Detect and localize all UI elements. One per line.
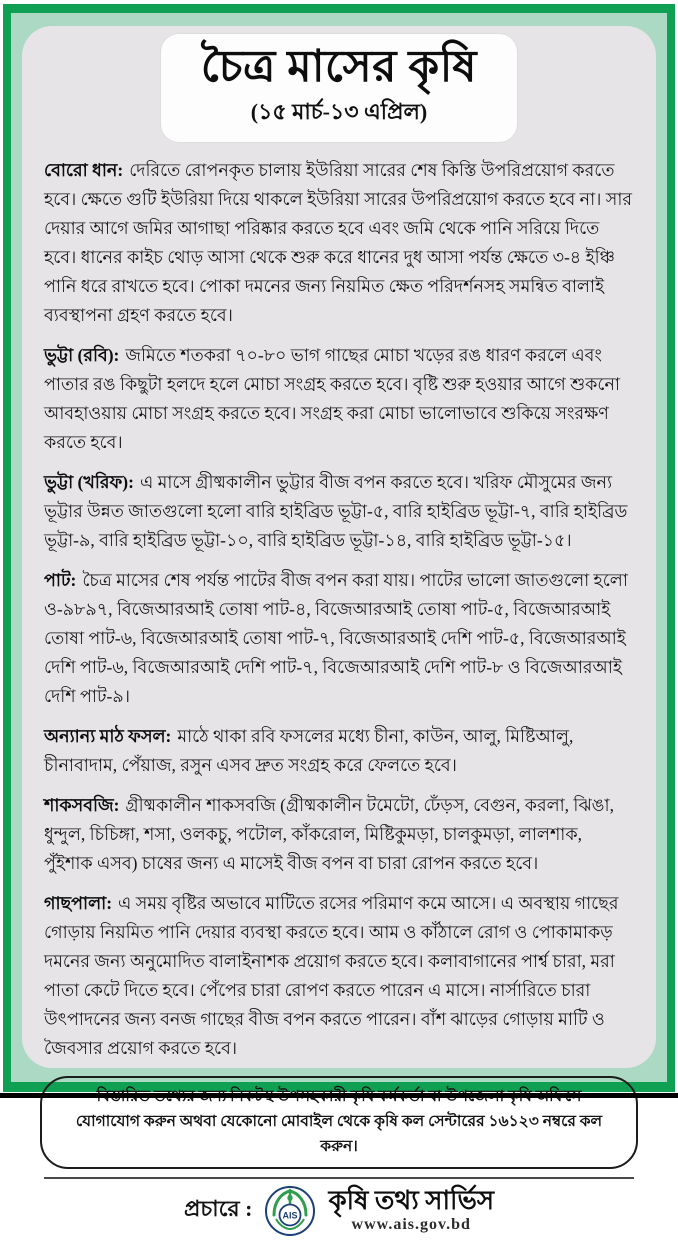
section-heading: অন্যান্য মাঠ ফসল: bbox=[44, 725, 172, 746]
section-body: এ মাসে গ্রীষ্মকালীন ভুট্টার বীজ বপন করতে হবে। খরিফ মৌসুমের জন্য ভূট্টার উন্নত জাতগুলো হলো বারি হাইব্রিড ভূট্টা-৫, বারি হাইব্রিড ভূট্টা-৭, বারি হাইব্রিড ভূট্টা-৯, বারি হাইব্রিড ভূট্টা-১০, বারি হাইব্রিড ভূট্টা-১৪, বারি হাইব্রিড ভূট্টা-১৫। bbox=[44, 471, 628, 550]
footer-divider bbox=[44, 1177, 634, 1179]
advisory-sections bbox=[38, 156, 640, 1074]
section-body: এ সময় বৃষ্টির অভাবে মাটিতে রসের পরিমাণ কমে আসে। এ অবস্থায় গাছের গোড়ায় নিয়মিত পানি দেয়ার ব্যবস্থা করতে হবে। আম ও কাঁঠালে রোগ ও পোকামাকড় দমনের জন্য অনুমোদিত বালাইনাশক প্রয়োগ করতে হবে। কলাবাগানের পার্শ্ব চারা, মরা পাতা কেটে দিতে হবে। পেঁপের চারা রোপণ করতে পারেন এ মাসে। নার্সারিতে চারা উৎপাদনের জন্য বনজ গাছের বীজ বপন করতে পারেন। বাঁশ ঝাড়ের গোড়ায় মাটি ও জৈবসার প্রয়োগ করতে হবে। bbox=[44, 892, 619, 1058]
page-title: চৈত্র মাসের কৃষি bbox=[200, 42, 478, 91]
contact-notice-box bbox=[40, 1076, 638, 1169]
section-body: জমিতে শতকরা ৭০-৮০ ভাগ গাছের মোচা খড়ের রঙ ধারণ করলে এবং পাতার রঙ কিছুটা হলদে হলে মোচা সংগ্রহ করতে হবে। বৃষ্টি শুরু হওয়ার আগে শুকনো আবহাওয়ায় মোচা সংগ্রহ করতে হবে। সংগ্রহ করা মোচা ভালোভাবে শুকিয়ে সংরক্ষণ করতে হবে। bbox=[44, 344, 620, 452]
org-website: www.ais.gov.bd bbox=[351, 1216, 471, 1234]
section-heading: শাকসবজি: bbox=[44, 794, 120, 815]
mint-band bbox=[11, 13, 667, 1234]
title-box bbox=[161, 34, 517, 142]
bottom-black-strip bbox=[0, 1093, 678, 1098]
ais-logo-text: AIS bbox=[282, 1210, 298, 1221]
section-other-field-crops bbox=[44, 722, 634, 780]
footer bbox=[38, 1185, 640, 1241]
section-boro-rice bbox=[44, 156, 634, 330]
section-body: দেরিতে রোপনকৃত চালায় ইউরিয়া সারের শেষ কিস্তি উপরিপ্রয়োগ করতে হবে। ক্ষেতে গুটি ইউরিয়া দিয়ে থাকলে ইউরিয়া সারের উপরিপ্রয়োগ করতে হবে না। সার দেয়ার আগে জমির আগাছা পরিষ্কার করতে হবে এবং জমি থেকে পানি সরিয়ে দিতে হবে। ধানের কাইচ থোড় আসা থেকে শুরু করে ধানের দুধ আসা পর্যন্ত ক্ষেতে ৩-৪ ইঞ্চি পানি ধরে রাখতে হবে। পোকা দমনের জন্য নিয়মিত ক্ষেত পরিদর্শনসহ সমন্বিত বালাই ব্যবস্থাপনা গ্রহণ করতে হবে। bbox=[44, 159, 633, 325]
section-jute bbox=[44, 566, 634, 711]
green-frame bbox=[3, 4, 675, 1234]
section-heading: ভুট্টা (খরিফ): bbox=[44, 471, 134, 492]
section-body: গ্রীষ্মকালীন শাকসবজি (গ্রীষ্মকালীন টমেটো, ঢেঁড়স, বেগুন, করলা, ঝিঙা, ধুন্দুল, চিচিঙ্গা, শসা, ওলকচু, পটোল, কাঁকরোল, মিষ্টিকুমড়া, চালকুমড়া, লালশাক, পুঁইশাক এসব) চাষের জন্য এ মাসেই বীজ বপন বা চারা রোপন করতে হবে। bbox=[44, 794, 614, 873]
publisher-label: প্রচারে : bbox=[183, 1196, 253, 1222]
section-maize-kharif bbox=[44, 468, 634, 555]
section-heading: ভুট্টা (রবি): bbox=[44, 344, 120, 365]
section-heading: গাছপালা: bbox=[44, 892, 113, 913]
org-name: কৃষি তথ্য সার্ভিস bbox=[328, 1185, 494, 1215]
section-trees-plants bbox=[44, 889, 634, 1063]
content-panel bbox=[22, 26, 656, 1234]
section-body: চৈত্র মাসের শেষ পর্যন্ত পাটের বীজ বপন করা যায়। পাটের ভালো জাতগুলো হলো ও-৯৮৯৭, বিজেআরআই তোষা পাট-৪, বিজেআরআই তোষা পাট-৫, বিজেআরআই তোষা পাট-৬, বিজেআরআই তোষা পাট-৭, বিজেআরআই দেশি পাট-৫, বিজেআরআই দেশি পাট-৬, বিজেআরআই দেশি পাট-৭, বিজেআরআই দেশি পাট-৮ ও বিজেআরআই দেশি পাট-৯। bbox=[44, 569, 628, 706]
section-heading: বোরো ধান: bbox=[44, 159, 124, 180]
page-subtitle: (১৫ মার্চ-১৩ এপ্রিল) bbox=[250, 98, 428, 124]
section-maize-rabi bbox=[44, 341, 634, 457]
section-heading: পাট: bbox=[44, 569, 77, 590]
section-vegetables bbox=[44, 791, 634, 878]
org-block bbox=[328, 1187, 494, 1235]
section-body: মাঠে থাকা রবি ফসলের মধ্যে চীনা, কাউন, আলু, মিষ্টিআলু, চীনাবাদাম, পেঁয়াজ, রসুন এসব দ্রুত সংগ্রহ করে ফেলতে হবে। bbox=[44, 725, 574, 775]
ais-logo-icon bbox=[264, 1185, 316, 1237]
contact-notice-text: যোগাযোগ করুন অথবা যেকোনো মোবাইল থেকে কৃষি কল সেন্টারের ১৬১২৩ নম্বরে কল করুন। bbox=[75, 1112, 603, 1155]
